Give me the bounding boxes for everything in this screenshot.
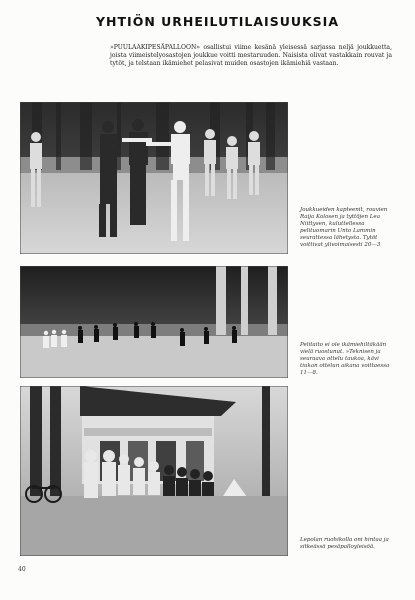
photo-lepola-spectators-caption: Lepolan ruohikolla oni hintaa ja sitkeässä pesäpalloyleisöä. <box>300 537 389 550</box>
photo-veterans-match-image <box>20 266 288 378</box>
photo-team-captains-image <box>20 102 288 254</box>
page-title: YHTIÖN URHEILUTILAISUUKSIA <box>96 14 340 29</box>
photo-veterans-match <box>20 266 288 378</box>
photo-team-captains <box>20 102 288 254</box>
photo-veterans-match-caption: Pelitaito ei ole ikämiehiltäkään vielä ruostunut. »Teknisen ja seuraava ottelu taukoa, kävi tiukan ottelun aikana voittaessa 11—8. <box>300 342 390 376</box>
photo-lepola-spectators-image <box>20 386 288 556</box>
page-number: 40 <box>18 566 26 573</box>
intro-paragraph: »PUULAAKIPESÄPALLOON» osallistui viime kesänä yleisessä sarjassa neljä joukkuetta, joista viimeistelyosastojen joukkue voitti mestaruuden. Naisista olivat vastakkain rouvat ja tytöt, ja telstaan ikämiehet pelasivat muiden osastojen ikämiehiä vastaan. <box>110 44 392 67</box>
photo-team-captains-caption: Joukkueiden kapteenit, rouvien Raija Kolosen ja tyttöjen Lea Niittysen, kuluttellessa pelituomarin Unto Lammin seurattessa lähetysta. Tytöt voittivat ylivoimaisesti 20—3 <box>300 207 388 248</box>
photo-lepola-spectators <box>20 386 288 556</box>
